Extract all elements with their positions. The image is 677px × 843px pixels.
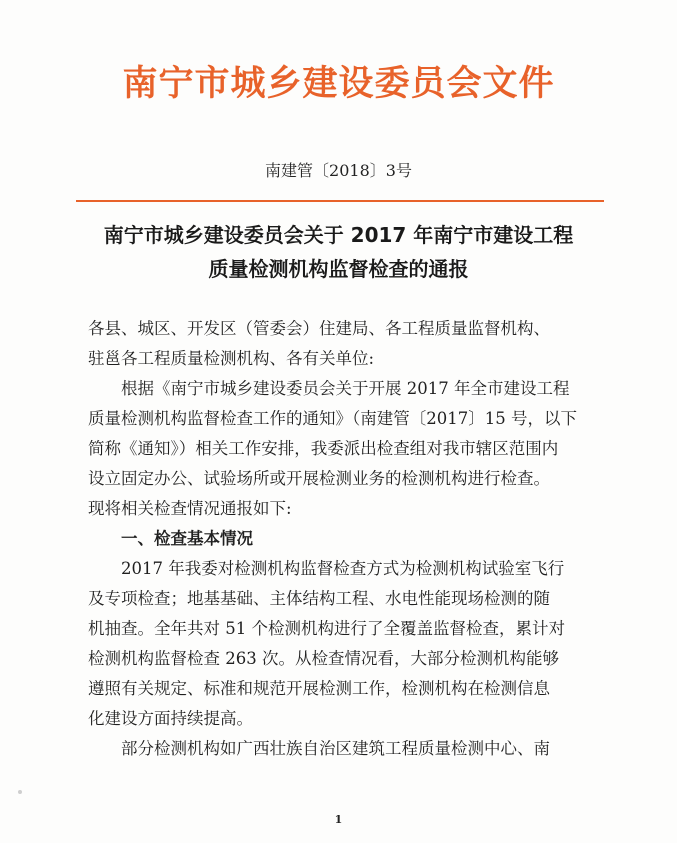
body-line: 部分检测机构如广西壮族自治区建筑工程质量检测中心、南 xyxy=(121,739,550,758)
body-line: 及专项检查；地基基础、主体结构工程、水电性能现场检测的随 xyxy=(88,589,550,608)
body-line: 遵照有关规定、标准和规范开展检测工作，检测机构在检测信息 xyxy=(88,679,550,698)
header-divider xyxy=(76,200,604,202)
document-number: 南建管〔2018〕3号 xyxy=(265,161,412,180)
scan-mark xyxy=(18,790,22,794)
notice-title-line-1: 南宁市城乡建设委员会关于 2017 年南宁市建设工程 xyxy=(103,223,574,247)
body-line: 2017 年我委对检测机构监督检查方式为检测机构试验室飞行 xyxy=(121,559,565,578)
body-line: 驻邕各工程质量检测机构、各有关单位: xyxy=(88,349,375,368)
document-header-title: 南宁市城乡建设委员会文件 xyxy=(122,64,555,104)
body-line: 设立固定办公、试验场所或开展检测业务的检测机构进行检查。 xyxy=(88,469,550,488)
body-line: 质量检测机构监督检查工作的通知》（南建管〔2017〕15 号，以下 xyxy=(88,409,577,428)
body-line: 机抽查。全年共对 51 个检测机构进行了全覆盖监督检查，累计对 xyxy=(88,619,565,638)
body-line: 简称《通知》）相关工作安排，我委派出检查组对我市辖区范围内 xyxy=(88,439,559,458)
page-number: 1 xyxy=(334,813,343,826)
notice-title xyxy=(0,218,677,286)
body-line: 检测机构监督检查 263 次。从检查情况看，大部分检测机构能够 xyxy=(88,649,559,668)
body-line: 根据《南宁市城乡建设委员会关于开展 2017 年全市建设工程 xyxy=(121,379,570,398)
notice-body xyxy=(88,314,608,764)
notice-title-line-2: 质量检测机构监督检查的通报 xyxy=(208,257,469,281)
body-line: 现将相关检查情况通报如下: xyxy=(88,499,292,518)
body-line: 各县、城区、开发区（管委会）住建局、各工程质量监督机构、 xyxy=(88,319,550,338)
body-line: 化建设方面持续提高。 xyxy=(88,709,253,728)
section-heading: 一、检查基本情况 xyxy=(121,529,253,548)
